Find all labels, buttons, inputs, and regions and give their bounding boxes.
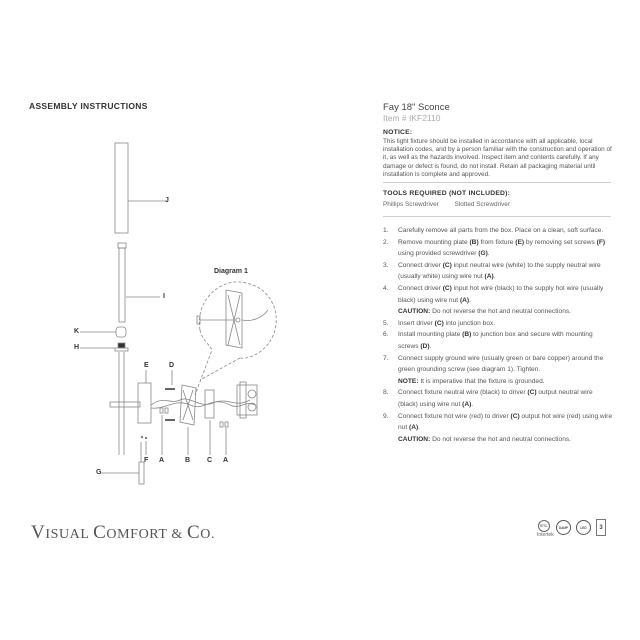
step-item: 1. Carefully remove all parts from the box. Place on a clean, soft surface. <box>383 227 604 235</box>
instructions-column <box>383 102 613 445</box>
warranty-years-icon: 3 <box>596 519 606 536</box>
part-label-f: F <box>144 457 149 464</box>
step-item: 9. Connect fixture hot wire (red) to driver (C) output hot wire (red) using wire nut (A). CAUTION: Do not reverse the hot and neutral connections. <box>383 411 613 446</box>
divider <box>383 216 611 217</box>
diagram-1-title: Diagram 1 <box>214 268 248 275</box>
part-label-b: B <box>185 457 191 464</box>
assembly-title: ASSEMBLY INSTRUCTIONS <box>29 101 148 111</box>
etl-listed-icon: ETL Intertek <box>537 520 551 536</box>
led-icon: LED <box>576 520 591 535</box>
part-label-a: A <box>159 457 165 464</box>
tool-item: Phillips Screwdriver <box>383 201 439 209</box>
step-item: 3. Connect driver (C) input neutral wire (white) to the supply neutral wire (usually white) using wire nut (A). <box>383 261 601 281</box>
tool-item: Slotted Screwdriver <box>454 201 510 209</box>
brand-logo: VISUAL COMFORT & CO. <box>31 522 216 543</box>
notice-text: This light fixture should be installed in accordance with all applicable, local installation codes, and by a person familiar with the construction and operation of it, as well as the hazards involved. Inspect item and contents carefully. If any damage or defect is found, do not install. Retain all packaging material until installation is complete and approved. <box>383 138 612 178</box>
step-caution: CAUTION: Do not reverse the hot and neutral connections. <box>398 435 571 443</box>
step-caution: NOTE: It is imperative that the fixture is grounded. <box>398 377 545 385</box>
part-label-c: C <box>207 457 213 464</box>
part-label-g: G <box>96 469 102 476</box>
step-item: 2. Remove mounting plate (B) from fixture (E) by removing set screws (F) using provided screwdriver (G). <box>383 238 606 258</box>
tools-list <box>383 201 613 208</box>
part-label-j: J <box>165 197 169 204</box>
part-label-a-2: A <box>223 457 229 464</box>
step-item: 7. Connect supply ground wire (usually green or bare copper) around the green grounding screw (see diagram 1). Tighten. NOTE: It is imperative that the fixture is grounded. <box>383 353 613 388</box>
item-number: Item # IKF2110 <box>383 113 441 123</box>
step-caution: CAUTION: Do not reverse the hot and neutral connections. <box>398 308 571 316</box>
part-label-d: D <box>169 362 175 369</box>
part-label-k: K <box>74 328 80 335</box>
part-label-i: I <box>163 293 165 300</box>
notice-heading: NOTICE: <box>383 129 413 136</box>
steps-list <box>383 225 613 445</box>
step-item: 6. Install mounting plate (B) to junction box and secure with mounting screws (D). <box>383 331 593 350</box>
divider <box>383 182 611 183</box>
tools-heading: TOOLS REQUIRED (NOT INCLUDED): <box>383 190 511 198</box>
step-item: 8. Connect fixture neutral wire (black) to driver (C) output neutral wire (black) using wire nut (A). <box>383 389 593 408</box>
damp-rated-icon: DAMP <box>556 520 571 535</box>
certification-badges <box>537 519 606 536</box>
step-item: 4. Connect driver (C) input hot wire (black) to the supply hot wire (usually black) using wire nut (A). CAUTION: Do not reverse the hot and neutral connections. <box>383 283 613 318</box>
product-name: Fay 18" Sconce <box>383 102 450 113</box>
part-label-h: H <box>74 344 80 351</box>
step-item: 5. Insert driver (C) into junction box. <box>383 319 496 327</box>
part-label-e: E <box>144 362 149 369</box>
